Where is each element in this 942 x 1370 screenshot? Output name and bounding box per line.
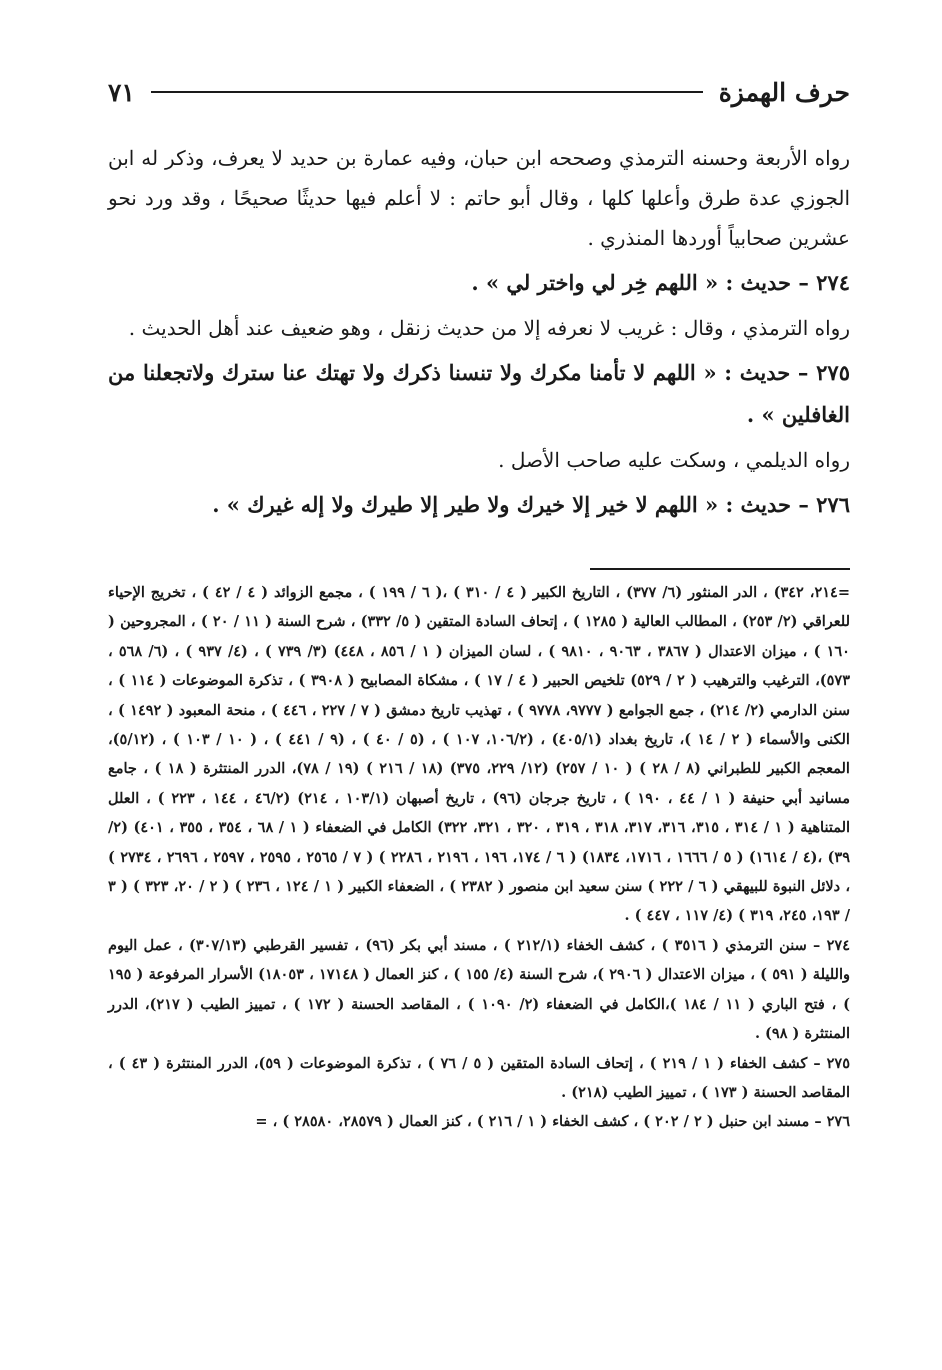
chapter-title: حرف الهمزة xyxy=(718,77,850,107)
footnote-separator xyxy=(590,568,850,570)
header-rule xyxy=(151,91,703,93)
footnote-276: ٢٧٦ – مسند ابن حنبل ( ٢ / ٢٠٢ ) ، كشف الخفاء ( ١ / ٢١٦ ) ، كنز العمال ( ٢٨٥٧٩، ٢٨٥٨٠ ) ، = xyxy=(255,1113,850,1131)
paragraph-narration-3: رواه الديلمي ، وسكت عليه صاحب الأصل . xyxy=(498,448,850,472)
page-header xyxy=(108,72,850,112)
footnote-274: ٢٧٤ – سنن الترمذي ( ٣٥١٦ ) ، كشف الخفاء (٢١٢/١ ) ، مسند أبي بكر (٩٦) ، تفسير القرطبي (٣٠٧/١٣) ، عمل اليوم والليلة ( ٥٩١ ) ، ميزان الاعتدال ( ٢٩٠٦ )، شرح السنة (٤/ ١٥٥ ) ، كنز العمال ( ١٧١٤٨ ، ١٨٠٥٣) الأسرار المرفوعة ( ١٩٥ ) ، فتح الباري ( ١١ / ١٨٤ )،الكامل في الضعفاء (٢/ ١٠٩٠ ) ، المقاصد الحسنة ( ١٧٢ ) ، تمييز الطيب ( ٢١٧)، الدرر المنتثرة ( ٩٨) . xyxy=(108,936,851,1043)
paragraph-narration-2: رواه الترمذي ، وقال : غريب لا نعرفه إلا من حديث زنقل ، وهو ضعيف عند أهل الحديث . xyxy=(128,316,850,340)
hadith-276: ٢٧٦ – حديث : « اللهم لا خير إلا خيرك ولا طير إلا طيرك ولا إله غيرك » . xyxy=(212,492,850,517)
footnote-275: ٢٧٥ – كشف الخفاء ( ١ / ٢١٩ ) ، إتحاف السادة المتقين ( ٥ / ٧٦ ) ، تذكرة الموضوعات ( ٥٩)، الدرر المنتثرة ( ٤٣ ) ، المقاصد الحسنة ( ١٧٣ ) ، تمييز الطيب (٢١٨) . xyxy=(108,1054,850,1101)
main-text xyxy=(108,138,850,530)
footnote-continued: =٢١٤، ٣٤٢) ، الدر المنثور (٦/ ٣٧٧) ، التاريخ الكبير ( ٤ / ٣١٠ ) ،( ٦ / ١٩٩ ) ، مجمع الزوائد ( ٤ / ٤٢ ) ، تخريج الإحياء للعراقي (٢/ ٢٥٣) ، المطالب العالية ( ١٢٨٥ ) ، إتحاف السادة المتقين ( ٥/ ٣٣٢) ، شرح السنة ( ١١ / ٢٠ ) ، المجروحين ( ١٦٠ ) ، ميزان الاعتدال ( ٣٨٦٧ ، ٩٠٦٣ ، ٩٨١٠ ) ، لسان الميزان ( ١ / ٨٥٦ ، ٤٤٨) (٣/ ٧٣٩ ) ، (٤/ ٩٣٧ ) ، (٦/ ٥٦٨ ، ٥٧٣)، الترغيب والترهيب ( ٢ / ٥٢٩) تلخيص الحبير ( ٤ / ١٧ ) ، مشكاة المصابيح ( ٣٩٠٨ ) ، تذكرة الموضوعات ( ١١٤ ) ، سنن الدارمي (٢/ ٢١٤) ، جمع الجوامع ( ٩٧٧٧، ٩٧٧٨ ) ، تهذيب تاريخ دمشق ( ٧ / ٢٢٧ ، ٤٤٦ ) ، منحة المعبود ( ١٤٩٢ ) ، الكنى والأسماء ( ٢ / ١٤ )، تاريخ بغداد (٤٠٥/١) ، (١٠٦/٢، ١٠٧ ) ، (٥ / ٤٠ ) ، (٩ / ٤٤١ ) ، ( ١٠ / ١٠٣ ) ، (٥/١٢)، المعجم الكبير للطبراني (٨ / ٢٨ ) ( ١٠ / ٢٥٧) (١٢/ ٢٢٩، ٣٧٥) (١٨ / ٢١٦ ) (١٩ / ٧٨)، الدرر المنتثرة ( ١٨ ) ، جامع مسانيد أبي حنيفة ( ١ / ٤٤ ، ١٩٠ ) ، تاريخ جرجان (٩٦) ، تاريخ أصبهان (١٠٣/١ ، ٢١٤) (٤٦/٢ ، ١٤٤ ، ٢٢٣ ) ، العلل المتناهية ( ١ / ٣١٤ ، ٣١٥، ٣١٦، ٣١٧، ٣١٨ ، ٣١٩ ، ٣٢٠ ، ٣٢١، ٣٢٢) الكامل في الضعفاء ( ١ / ٦٨ ، ٣٥٤ ، ٣٥٥ ، ٤٠١) (٢/ ٣٩) ،(٤ / ١٦١٤) ( ٥ / ١٦٦٦ ، ١٧١٦، ١٨٣٤) ( ٦ / ١٧٤، ١٩٦ ، ٢١٩٦ ، ٢٢٨٦ ) ( ٧ / ٢٥٦٥ ، ٢٥٩٥ ، ٢٥٩٧ ، ٢٦٩٦ ، ٢٧٣٤ ) ، دلائل النبوة للبيهقي ( ٦ / ٢٢٢ ) سنن سعيد ابن منصور ( ٢٣٨٢ ) ، الضعفاء الكبير ( ١ / ١٢٤ ، ٢٣٦ ) ( ٢ / ٢٠، ٣٢٣ ) ( ٣ / ١٩٣، ٢٤٥، ٣١٩ ) (٤/ ١١٧ ، ٤٤٧ ) . xyxy=(108,584,851,925)
footnotes xyxy=(108,578,850,1137)
hadith-275: ٢٧٥ – حديث : « اللهم لا تأمنا مكرك ولا تنسنا ذكرك ولا تهتك عنا سترك ولاتجعلنا من الغافلين » . xyxy=(108,360,850,427)
hadith-274: ٢٧٤ – حديث : « اللهم خِر لي واختر لي » . xyxy=(471,270,850,295)
page-number: ٧١ xyxy=(108,77,135,107)
paragraph-narration-1: رواه الأربعة وحسنه الترمذي وصححه ابن حبان، وفيه عمارة بن حديد لا يعرف، وذكر له ابن الجوزي عدة طرق وأعلها كلها ، وقال أبو حاتم : لا أعلم فيها حديثًا صحيحًا ، وقد ورد نحو عشرين صحابياً أوردها المنذري . xyxy=(108,146,850,250)
